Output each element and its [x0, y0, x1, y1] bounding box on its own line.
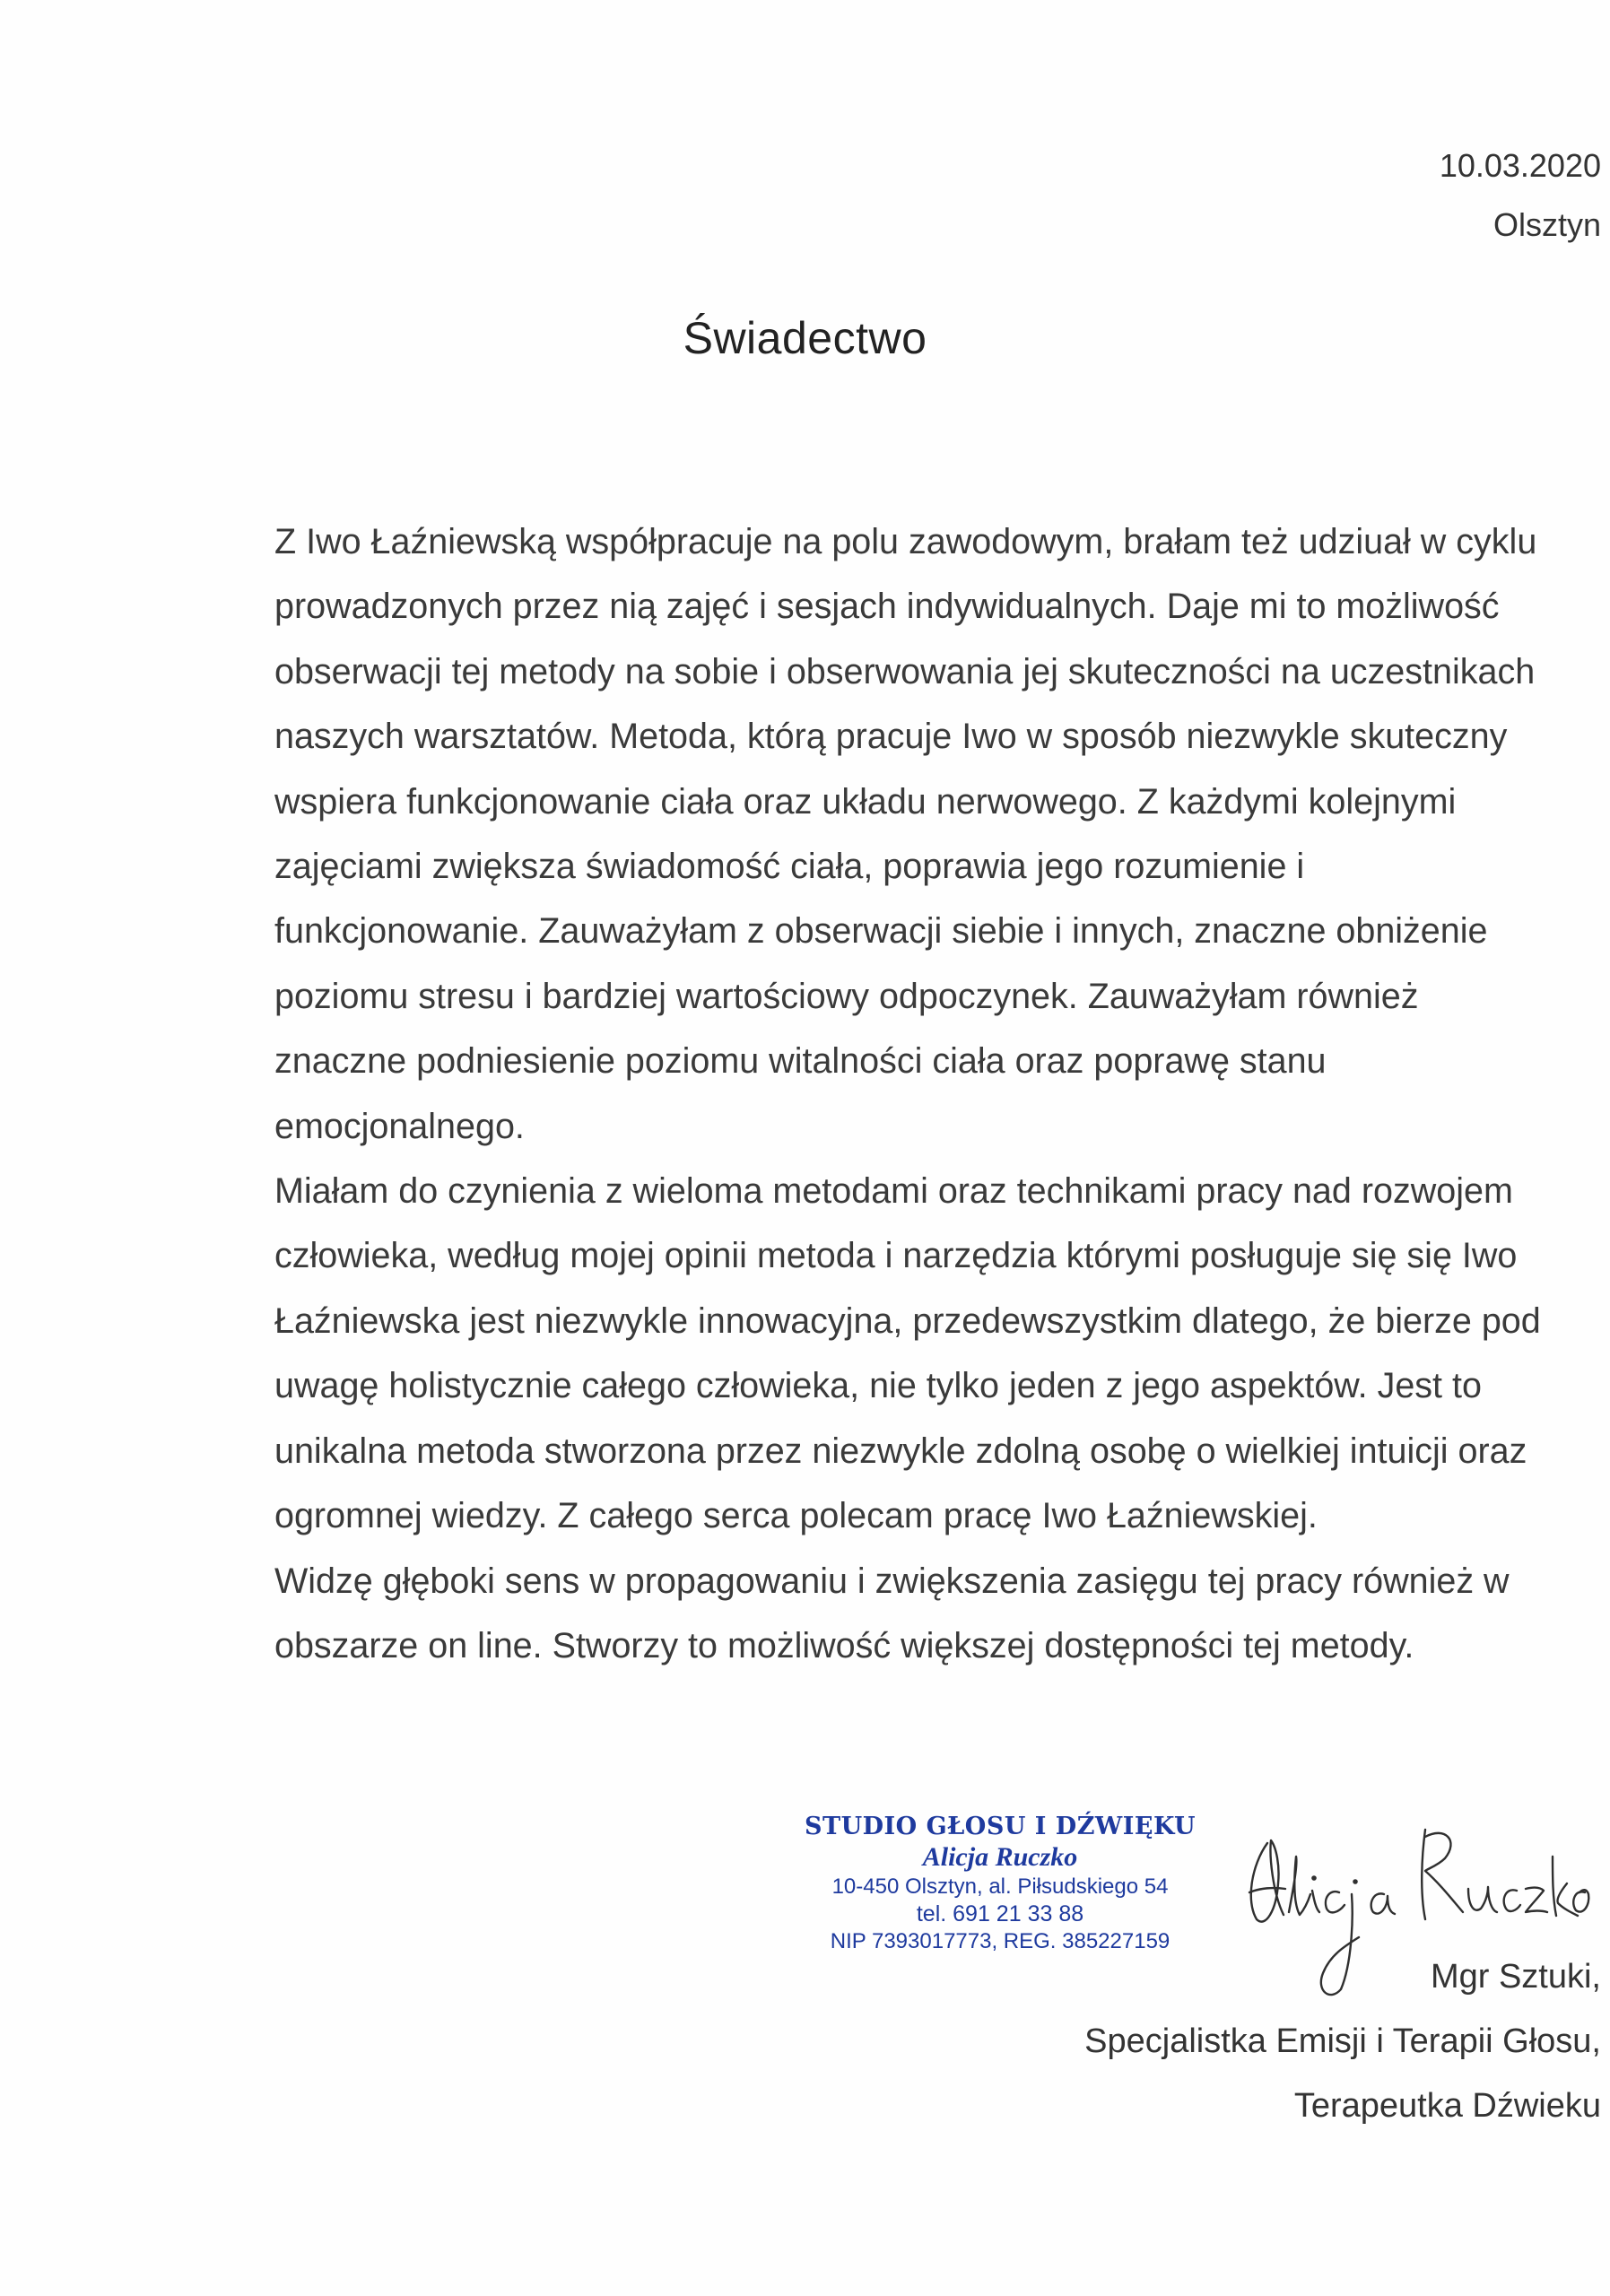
- body-line: unikalna metoda stworzona przez niezwykle zdolną osobę o wielkiej intuicji oraz: [274, 1431, 1527, 1471]
- body-line: Z Iwo Łaźniewską współpracuje na polu zawodowym, brałam też udziuał w cyklu: [274, 522, 1537, 561]
- body-line: naszych warsztatów. Metoda, którą pracuje Iwo w sposób niezwykle skuteczny: [274, 717, 1508, 757]
- date-location-block: [1440, 136, 1601, 255]
- body-line: Łaźniewska jest niezwykle innowacyjna, przedewszystkim dlatego, że bierze pod: [274, 1300, 1541, 1341]
- stamp-address: 10-450 Olsztyn, al. Piłsudskiego 54: [831, 1874, 1169, 1899]
- stamp-company-name: STUDIO GŁOSU I DŹWIĘKU: [804, 1813, 1197, 1840]
- document-city: Olsztyn: [1493, 206, 1601, 243]
- body-line: człowieka, według mojej opinii metoda i narzędzia którymi posługuje się się Iwo: [274, 1236, 1518, 1276]
- document-body: [274, 509, 1584, 1678]
- signatory-titles: [1084, 1944, 1601, 2138]
- company-stamp: [789, 1812, 1211, 1955]
- body-line: znaczne podniesienie poziomu witalności ciała oraz poprawę stanu: [274, 1041, 1327, 1082]
- stamp-registration-ids: NIP 7393017773, REG. 385227159: [830, 1929, 1171, 1953]
- body-line: Widzę głęboki sens w propagowaniu i zwiększenia zasięgu tej pracy również w: [274, 1561, 1510, 1601]
- stamp-phone: tel. 691 21 33 88: [916, 1901, 1084, 1926]
- body-line: uwagę holistycznie całego człowieka, nie tylko jeden z jego aspektów. Jest to: [274, 1366, 1482, 1406]
- body-line: ogromnej wiedzy. Z całego serca polecam pracę Iwo Łaźniewskiej.: [274, 1496, 1318, 1536]
- stamp-owner-name: Alicja Ruczko: [922, 1842, 1078, 1872]
- body-line: wspiera funkcjonowanie ciała oraz układu nerwowego. Z każdymi kolejnymi: [274, 781, 1457, 822]
- body-line: obserwacji tej metody na sobie i obserwowania jej skuteczności na uczestnikach: [274, 651, 1536, 691]
- body-line: prowadzonych przez nią zajęć i sesjach indywidualnych. Daje mi to możliwość: [274, 587, 1500, 627]
- body-line: emocjonalnego.: [274, 1106, 525, 1146]
- signatory-title-specialist: Specjalistka Emisji i Terapii Głosu,: [1084, 2022, 1601, 2060]
- body-line: obszarze on line. Stworzy to możliwość większej dostępności tej metody.: [274, 1625, 1414, 1665]
- body-line: funkcjonowanie. Zauważyłam z obserwacji siebie i innych, znaczne obniżenie: [274, 911, 1488, 952]
- document-title: Świadectwo: [683, 313, 927, 363]
- body-line: Miałam do czynienia z wieloma metodami oraz technikami pracy nad rozwojem: [274, 1171, 1513, 1212]
- signatory-title-degree: Mgr Sztuki,: [1430, 1958, 1601, 1996]
- body-line: poziomu stresu i bardziej wartościowy odpoczynek. Zauważyłam również: [274, 976, 1419, 1016]
- document-date: 10.03.2020: [1439, 147, 1601, 184]
- body-line: zajęciami zwiększa świadomość ciała, poprawia jego rozumienie i: [274, 847, 1305, 887]
- signatory-title-therapist: Terapeutka Dźwieku: [1293, 2087, 1601, 2125]
